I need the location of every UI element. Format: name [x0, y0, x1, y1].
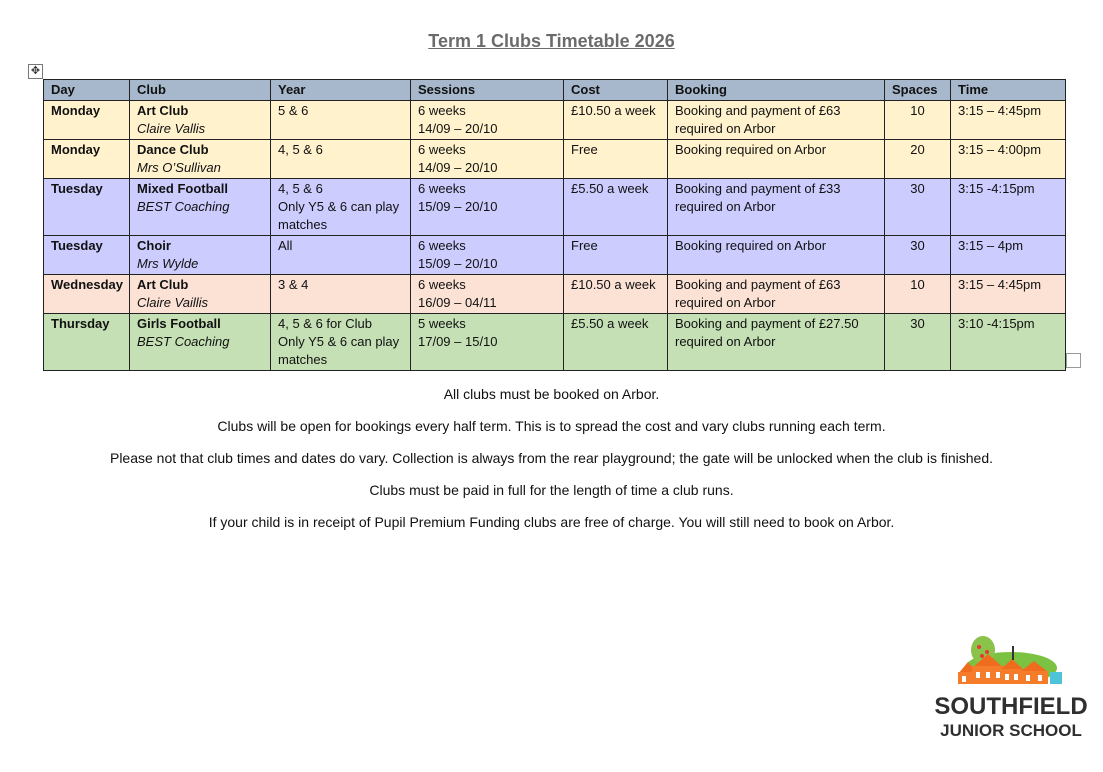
cell-booking [668, 314, 885, 371]
cell-time [951, 314, 1066, 371]
cell-year [271, 236, 411, 275]
cell-spaces [885, 275, 951, 314]
notes-section [0, 385, 1103, 545]
cell-time [951, 179, 1066, 236]
table-move-handle-icon[interactable]: ✥ [28, 64, 43, 79]
booking-info: Booking and payment of £63 [675, 277, 841, 292]
session-count: 6 weeks [418, 238, 466, 253]
time-value: 3:15 – 4:45pm [958, 277, 1042, 292]
cell-day [44, 179, 130, 236]
note-line: Please not that club times and dates do vary. Collection is always from the rear playground; the gate will be unlocked when the club is finished. [109, 450, 993, 466]
table-row [44, 179, 1066, 236]
day-label: Monday [51, 103, 101, 118]
note-line: All clubs must be booked on Arbor. [443, 386, 660, 402]
cell-sessions [411, 275, 564, 314]
cell-club [130, 101, 271, 140]
club-leader: BEST Coaching [137, 199, 230, 214]
spaces-value: 20 [910, 142, 925, 157]
cell-spaces [885, 314, 951, 371]
cell-day [44, 101, 130, 140]
session-dates: 16/09 – 04/11 [418, 295, 497, 310]
cost-value: £10.50 a week [571, 277, 656, 292]
table-row [44, 314, 1066, 371]
club-name: Dance Club [137, 142, 209, 157]
time-value: 3:15 – 4:45pm [958, 103, 1042, 118]
cell-booking [668, 236, 885, 275]
club-leader: BEST Coaching [137, 334, 230, 349]
note-line: Clubs will be open for bookings every half term. This is to spread the cost and vary clubs running each term. [217, 418, 886, 434]
cell-day [44, 140, 130, 179]
cell-booking [668, 101, 885, 140]
booking-info-cont: required on Arbor [675, 199, 776, 214]
year-groups: 4, 5 & 6 [278, 142, 323, 157]
club-name: Mixed Football [137, 181, 228, 196]
logo-text-line2: JUNIOR SCHOOL [940, 721, 1082, 740]
table-row [44, 275, 1066, 314]
booking-info: Booking and payment of £27.50 [675, 316, 859, 331]
booking-info-cont: required on Arbor [675, 295, 776, 310]
club-name: Girls Football [137, 316, 221, 331]
cost-value: £5.50 a week [571, 181, 649, 196]
time-value: 3:15 – 4:00pm [958, 142, 1042, 157]
cell-booking [668, 275, 885, 314]
cell-cost [564, 236, 668, 275]
table-row [44, 236, 1066, 275]
cell-booking [668, 179, 885, 236]
header-time: Time [951, 80, 1066, 101]
cell-club [130, 236, 271, 275]
club-leader: Claire Vallis [137, 121, 206, 136]
cell-spaces [885, 101, 951, 140]
cell-sessions [411, 179, 564, 236]
session-dates: 15/09 – 20/10 [418, 256, 498, 271]
year-groups: 3 & 4 [278, 277, 309, 292]
cell-club [130, 275, 271, 314]
cell-sessions [411, 236, 564, 275]
day-label: Tuesday [51, 238, 103, 253]
booking-info: Booking required on Arbor [675, 142, 827, 157]
session-count: 6 weeks [418, 103, 466, 118]
page-title: Term 1 Clubs Timetable 2026 [428, 31, 675, 51]
cell-year [271, 140, 411, 179]
session-dates: 15/09 – 20/10 [418, 199, 498, 214]
session-count: 6 weeks [418, 181, 466, 196]
club-name: Choir [137, 238, 171, 253]
cell-year [271, 275, 411, 314]
cell-time [951, 275, 1066, 314]
note-line: If your child is in receipt of Pupil Premium Funding clubs are free of charge. You will still need to book on Arbor. [208, 514, 895, 530]
cell-sessions [411, 140, 564, 179]
clubs-timetable [43, 79, 1066, 371]
header-cost: Cost [564, 80, 668, 101]
cell-sessions [411, 314, 564, 371]
year-note: Only Y5 & 6 can play [278, 199, 400, 214]
logo-text-line1: SOUTHFIELD [934, 693, 1088, 720]
cell-spaces [885, 236, 951, 275]
session-count: 5 weeks [418, 316, 466, 331]
day-label: Wednesday [51, 277, 124, 292]
day-label: Monday [51, 142, 101, 157]
cell-time [951, 101, 1066, 140]
cell-day [44, 236, 130, 275]
cell-cost [564, 314, 668, 371]
cell-booking [668, 140, 885, 179]
cell-year [271, 101, 411, 140]
note-line: Clubs must be paid in full for the length of time a club runs. [369, 482, 734, 498]
cost-value: £10.50 a week [571, 103, 656, 118]
year-groups: All [278, 238, 293, 253]
spaces-value: 30 [910, 181, 925, 196]
spaces-value: 30 [910, 316, 925, 331]
table-row [44, 140, 1066, 179]
session-dates: 14/09 – 20/10 [418, 160, 498, 175]
year-note-cont: matches [278, 352, 328, 367]
club-name: Art Club [137, 103, 189, 118]
table-row [44, 101, 1066, 140]
header-sessions: Sessions [411, 80, 564, 101]
school-logo [934, 632, 1088, 744]
session-dates: 17/09 – 15/10 [418, 334, 498, 349]
session-count: 6 weeks [418, 142, 466, 157]
club-name: Art Club [137, 277, 189, 292]
club-leader: Mrs O’Sullivan [137, 160, 221, 175]
year-groups: 4, 5 & 6 for Club [278, 316, 372, 331]
header-day: Day [44, 80, 130, 101]
cell-club [130, 140, 271, 179]
session-count: 6 weeks [418, 277, 466, 292]
cell-year [271, 179, 411, 236]
booking-info-cont: required on Arbor [675, 334, 776, 349]
club-leader: Claire Vaillis [137, 295, 209, 310]
cost-value: Free [571, 238, 598, 253]
year-note: Only Y5 & 6 can play [278, 334, 400, 349]
booking-info: Booking and payment of £33 [675, 181, 841, 196]
cell-spaces [885, 179, 951, 236]
booking-info-cont: required on Arbor [675, 121, 776, 136]
spaces-value: 30 [910, 238, 925, 253]
time-value: 3:15 -4:15pm [958, 181, 1035, 196]
cost-value: Free [571, 142, 598, 157]
day-label: Thursday [51, 316, 110, 331]
cell-time [951, 236, 1066, 275]
booking-info: Booking required on Arbor [675, 238, 827, 253]
table-header-row [44, 80, 1066, 101]
club-leader: Mrs Wylde [137, 256, 199, 271]
header-club: Club [130, 80, 271, 101]
year-groups: 4, 5 & 6 [278, 181, 323, 196]
header-booking: Booking [668, 80, 885, 101]
year-groups: 5 & 6 [278, 103, 309, 118]
cell-cost [564, 101, 668, 140]
spaces-value: 10 [910, 103, 925, 118]
cell-club [130, 179, 271, 236]
cell-cost [564, 275, 668, 314]
booking-info: Booking and payment of £63 [675, 103, 841, 118]
year-note-cont: matches [278, 217, 328, 232]
header-year: Year [271, 80, 411, 101]
table-resize-handle[interactable] [1066, 353, 1081, 368]
header-spaces: Spaces [885, 80, 951, 101]
spaces-value: 10 [910, 277, 925, 292]
cell-time [951, 140, 1066, 179]
cell-year [271, 314, 411, 371]
day-label: Tuesday [51, 181, 103, 196]
cell-club [130, 314, 271, 371]
cell-sessions [411, 101, 564, 140]
cell-cost [564, 179, 668, 236]
cell-day [44, 314, 130, 371]
cell-day [44, 275, 130, 314]
cell-spaces [885, 140, 951, 179]
time-value: 3:15 – 4pm [958, 238, 1024, 253]
time-value: 3:10 -4:15pm [958, 316, 1035, 331]
session-dates: 14/09 – 20/10 [418, 121, 498, 136]
cell-cost [564, 140, 668, 179]
cost-value: £5.50 a week [571, 316, 649, 331]
